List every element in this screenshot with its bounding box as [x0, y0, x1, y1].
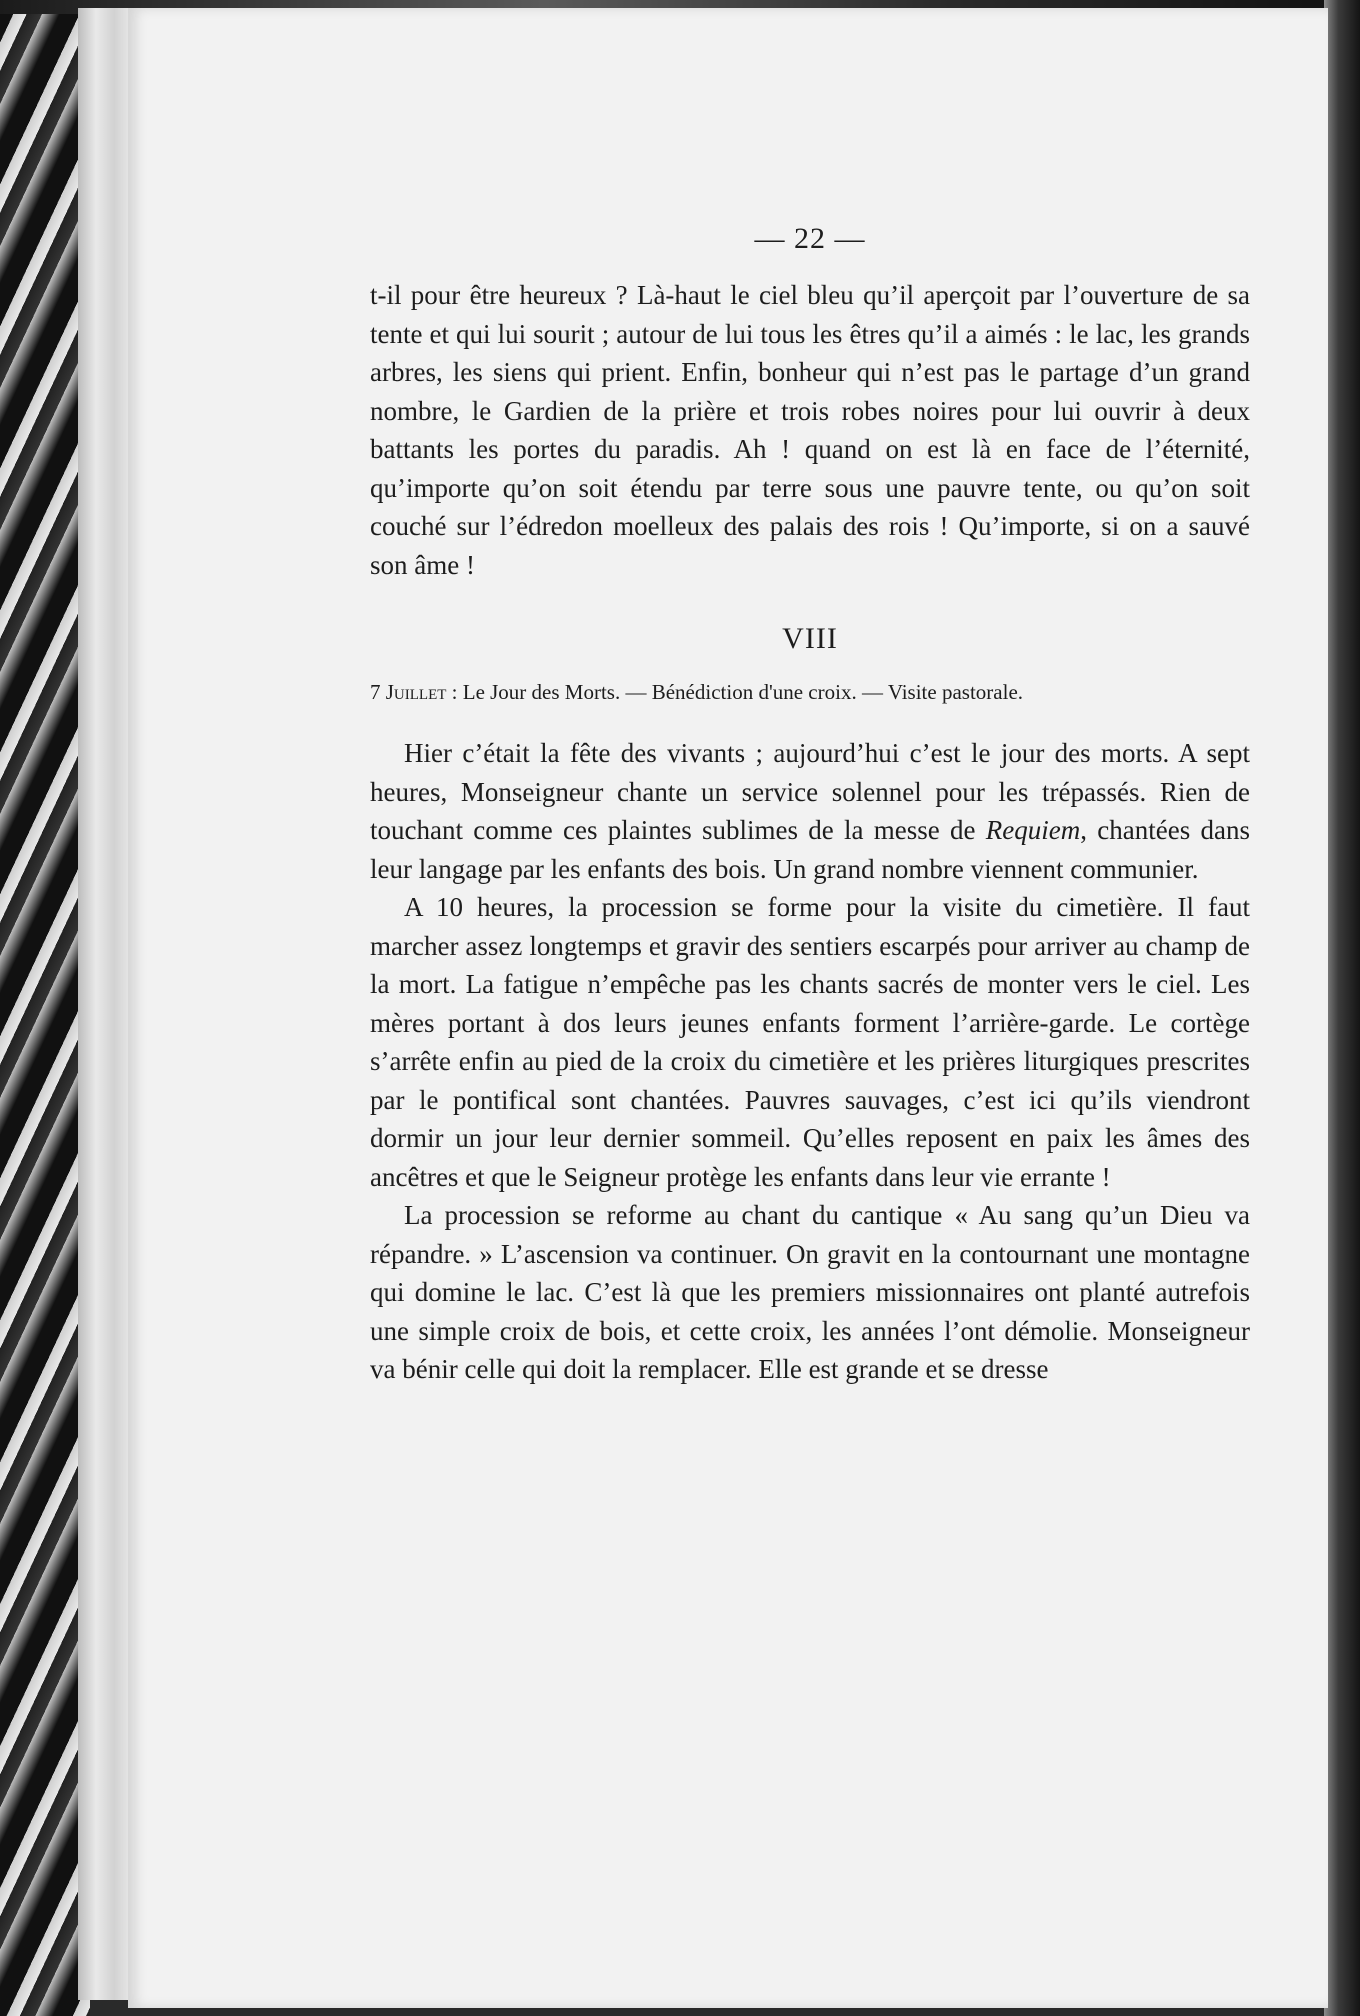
- marbled-backdrop: [0, 0, 90, 2016]
- summary-month: Juillet: [385, 680, 447, 704]
- paragraph-1-italic: Requiem: [985, 815, 1081, 845]
- right-backdrop: [1324, 0, 1360, 2016]
- paragraph-3: La procession se reforme au chant du cantique « Au sang qu’un Dieu va répandre. » L’ascension va continuer. On gravit en la contournant une montagne qui domine le lac. C’est là que les premiers missionnaires ont planté autrefois une simple croix de bois, et cette croix, les années l’ont démolie. Monseigneur va bénir celle qui doit la remplacer. Elle est grande et se dresse: [370, 1200, 1250, 1384]
- chapter-heading: VIII: [782, 622, 838, 655]
- page-content: [370, 222, 1250, 1389]
- chapter-summary: [370, 678, 1250, 706]
- paragraph-1: [370, 734, 1250, 888]
- paragraph-1-text-b: , chantées dans leur langage par les enfants des bois. Un grand nombre viennent communier.: [370, 815, 1250, 884]
- summary-day: 7: [370, 680, 381, 704]
- paragraph-1-text-a: Hier c’était la fête des vivants ; aujourd’hui c’est le jour des morts. A sept heures, Monseigneur chante un service solennel pour les trépassés. Rien de touchant comme ces plaintes sublimes de la messe de: [370, 738, 1250, 845]
- summary-text: : Le Jour des Morts. — Bénédiction d'une croix. — Visite pastorale.: [446, 680, 1024, 704]
- page-number: — 22 —: [754, 222, 866, 255]
- paragraph-2: A 10 heures, la procession se forme pour la visite du cimetière. Il faut marcher assez longtemps et gravir des sentiers escarpés pour arriver au champ de la mort. La fatigue n’empêche pas les chants sacrés de monter vers le ciel. Les mères portant à dos leurs jeunes enfants forment l’arrière-garde. Le cortège s’arrête enfin au pied de la croix du cimetière et les prières liturgiques prescrites par le pontifical sont chantées. Pauvres sauvages, c’est ici qu’ils viendront dormir un jour leur dernier sommeil. Qu’elles reposent en paix les âmes des ancêtres et que le Seigneur protège les enfants dans leur vie errante !: [370, 892, 1250, 1192]
- opening-paragraph: t-il pour être heureux ? Là-haut le ciel bleu qu’il aperçoit par l’ouverture de sa tente et qui lui sourit ; autour de lui tous les êtres qu’il a aimés : le lac, les grands arbres, les siens qui prient. Enfin, bonheur qui n’est pas le partage d’un grand nombre, le Gardien de la prière et trois robes noires pour lui ouvrir à deux battants les portes du paradis. Ah ! quand on est là en face de l’éternité, qu’importe qu’on soit étendu par terre sous une pauvre tente, ou qu’on soit couché sur l’édredon moelleux des palais des rois ! Qu’importe, si on a sauvé son âme !: [370, 280, 1250, 580]
